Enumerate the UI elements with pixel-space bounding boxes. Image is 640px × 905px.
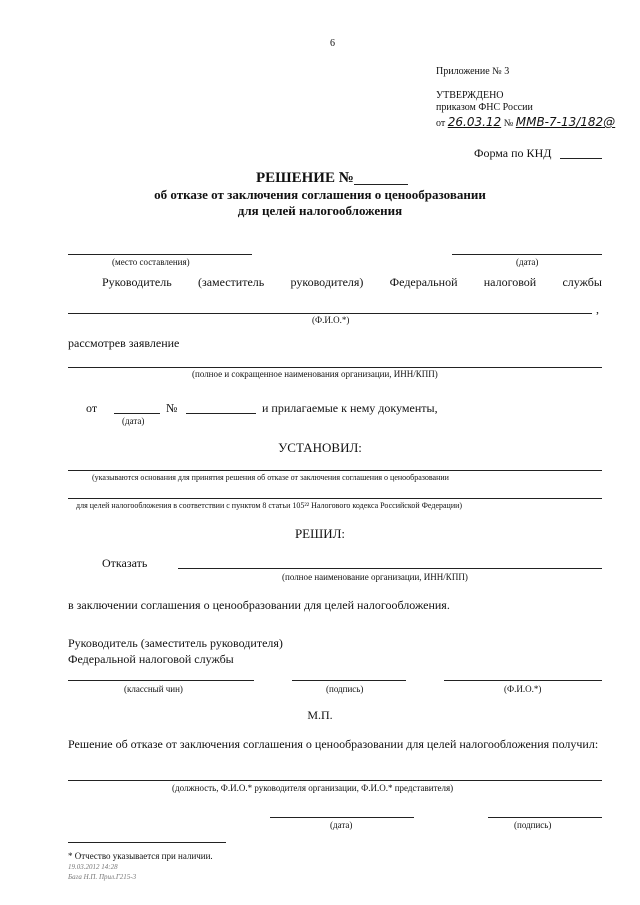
grounds-caption-2: для целей налогообложения в соответствии с пунктом 8 статьи 105²² Налогового кодекса Российской Федерации) [76,501,463,510]
date-caption: (дата) [516,257,539,267]
attached-documents-text: и прилагаемые к нему документы, [262,401,438,415]
order-from-label: от [436,118,446,129]
place-caption: (место составления) [112,257,190,267]
grounds-field-2[interactable] [68,498,602,499]
order-date: 26.03.12 [447,115,502,129]
organization-caption: (полное и сокращенное наименования организации, ИНН/КПП) [192,369,438,379]
receipt-date-caption: (дата) [330,820,353,830]
order-line [436,115,616,129]
recipient-caption: (должность, Ф.И.О.* руководителя организации, Ф.И.О.* представителя) [172,783,454,793]
head-line [102,275,602,290]
application-number-field[interactable] [186,413,256,414]
rank-field[interactable] [68,680,254,681]
footnote-divider [68,842,226,843]
head-word: руководителя) [290,275,364,289]
having-reviewed: рассмотрев заявление [68,336,180,350]
approved-by: приказом ФНС России [436,102,533,113]
form-code-field[interactable] [560,158,602,159]
scan-note-2: Бага Н.П. Прил.Г215-3 [68,873,137,881]
organization-field[interactable] [68,367,602,368]
signer-title-1: Руководитель (заместитель руководителя) [68,636,283,650]
receipt-signature-field[interactable] [488,817,602,818]
established-heading: УСТАНОВИЛ: [278,440,362,455]
recipient-field[interactable] [68,780,602,781]
refused-organization-field[interactable] [178,568,602,569]
application-date-caption: (дата) [122,416,145,426]
received-text: Решение об отказе от заключения соглашения о ценообразовании для целей налогообложения получил: [68,737,599,751]
head-fio-field[interactable] [68,313,592,314]
head-word: Руководитель [102,275,172,289]
decided-heading: РЕШИЛ: [294,526,346,541]
scan-note-1: 19.03.2012 14:28 [68,863,118,871]
head-word: Федеральной [389,275,458,289]
rank-caption: (классный чин) [124,684,183,694]
order-number: ММВ-7-13/182@ [515,115,616,129]
signer-title-2: Федеральной налоговой службы [68,652,234,666]
application-date-field[interactable] [114,413,160,414]
date-field[interactable] [452,254,602,255]
appendix-label: Приложение № 3 [436,66,510,77]
subtitle-line-2: для целей налогообложения [237,203,403,218]
head-word: налоговой [483,275,537,289]
signature-field[interactable] [292,680,406,681]
head-word: (заместитель [197,275,265,289]
seal-label: М.П. [307,708,333,722]
receipt-date-field[interactable] [270,817,414,818]
from-label: от [86,401,98,415]
approved-label: УТВЕРЖДЕНО [436,90,504,101]
page-number: 6 [330,38,335,49]
signature-caption: (подпись) [326,684,364,694]
comma: , [596,302,599,316]
grounds-field-1[interactable] [68,470,602,471]
refused-organization-caption: (полное наименование организации, ИНН/КПП) [282,572,468,582]
decision-number-field[interactable] [354,184,408,185]
place-field[interactable] [68,254,252,255]
receipt-signature-caption: (подпись) [514,820,552,830]
footnote: * Отчество указывается при наличии. [68,851,213,861]
number-sign: № [166,401,178,415]
subtitle-line-1: об отказе от заключения соглашения о ценообразовании [154,187,486,202]
grounds-caption-1: (указываются основания для принятия решения об отказе от заключения соглашения о ценообразовании [92,473,449,482]
conclusion-text: в заключении соглашения о ценообразовании для целей налогообложения. [68,598,450,612]
document-title: РЕШЕНИЕ № [256,170,354,186]
signer-fio-field[interactable] [444,680,602,681]
order-no-label: № [503,118,514,129]
signer-fio-caption: (Ф.И.О.*) [504,684,542,694]
form-code-label: Форма по КНД [474,146,552,160]
refuse-label: Отказать [102,556,148,570]
fio-caption: (Ф.И.О.*) [312,315,350,325]
head-word: службы [562,275,602,289]
